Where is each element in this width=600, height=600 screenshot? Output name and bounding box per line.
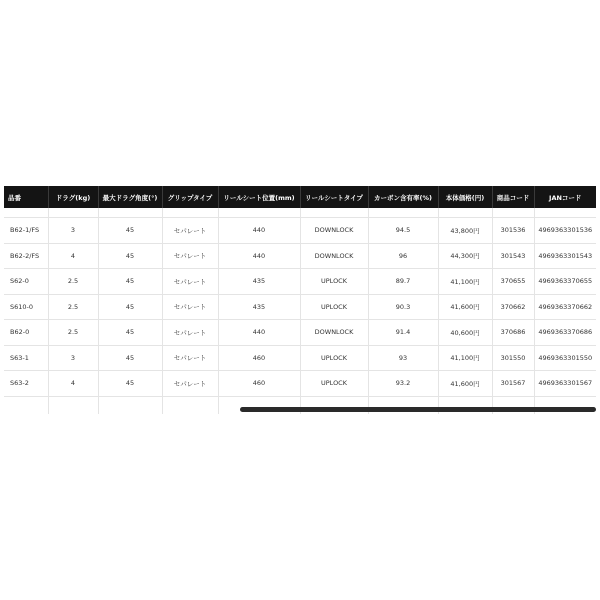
cell-reel-seat-position: 440 bbox=[218, 218, 300, 244]
cell-carbon-content: 94.5 bbox=[368, 218, 438, 244]
cell-carbon-content: 93 bbox=[368, 345, 438, 371]
table-header-row bbox=[4, 186, 596, 208]
cell-grip-type: セパレート bbox=[162, 371, 218, 397]
cell-carbon-content: 91.4 bbox=[368, 320, 438, 346]
cell-product-code: 370686 bbox=[492, 320, 534, 346]
cell-max-drag-angle: 45 bbox=[98, 294, 162, 320]
cell-product-code: 301550 bbox=[492, 345, 534, 371]
cell-reel-seat-type: DOWNLOCK bbox=[300, 218, 368, 244]
cell-model: S63-2 bbox=[4, 371, 48, 397]
cell-reel-seat-position: 435 bbox=[218, 294, 300, 320]
cell-jan-code: 4969363301536 bbox=[534, 218, 596, 244]
cell-reel-seat-position: 440 bbox=[218, 320, 300, 346]
cell-reel-seat-type: UPLOCK bbox=[300, 269, 368, 295]
cell-jan-code: 4969363370662 bbox=[534, 294, 596, 320]
cell-reel-seat-type: UPLOCK bbox=[300, 371, 368, 397]
cell-drag: 4 bbox=[48, 371, 98, 397]
cell-model: S62-0 bbox=[4, 269, 48, 295]
cell-jan-code: 4969363301550 bbox=[534, 345, 596, 371]
cell-drag: 3 bbox=[48, 345, 98, 371]
cell-model: B62-1/FS bbox=[4, 218, 48, 244]
cell-max-drag-angle: 45 bbox=[98, 269, 162, 295]
table-row bbox=[4, 371, 596, 397]
header-jan-code: JANコード bbox=[549, 193, 582, 202]
cell-drag: 4 bbox=[48, 243, 98, 269]
header-grip-type: グリップタイプ bbox=[162, 186, 218, 208]
cell-price: 43,800円 bbox=[438, 218, 492, 244]
cell-reel-seat-position: 440 bbox=[218, 243, 300, 269]
horizontal-scrollbar[interactable] bbox=[240, 407, 596, 412]
cell-price: 41,600円 bbox=[438, 294, 492, 320]
cell-product-code: 370655 bbox=[492, 269, 534, 295]
header-drag: ドラグ(kg) bbox=[48, 186, 98, 208]
cell-reel-seat-type: UPLOCK bbox=[300, 345, 368, 371]
table-row bbox=[4, 218, 596, 244]
cell-reel-seat-position: 460 bbox=[218, 371, 300, 397]
cell-max-drag-angle: 45 bbox=[98, 345, 162, 371]
cell-jan-code: 4969363301567 bbox=[534, 371, 596, 397]
cell-grip-type: セパレート bbox=[162, 294, 218, 320]
cell-jan-code: 4969363370686 bbox=[534, 320, 596, 346]
cell-model: B62-2/FS bbox=[4, 243, 48, 269]
spec-table bbox=[4, 186, 596, 414]
table-row bbox=[4, 345, 596, 371]
cell-drag: 2.5 bbox=[48, 294, 98, 320]
cell-max-drag-angle: 45 bbox=[98, 371, 162, 397]
cell-price: 40,600円 bbox=[438, 320, 492, 346]
cell-drag: 3 bbox=[48, 218, 98, 244]
header-max-drag-angle: 最大ドラグ角度(°) bbox=[98, 186, 162, 208]
cell-grip-type: セパレート bbox=[162, 218, 218, 244]
table-row-partial bbox=[4, 208, 596, 218]
cell-grip-type: セパレート bbox=[162, 243, 218, 269]
spec-table-viewport bbox=[4, 186, 596, 414]
cell-drag: 2.5 bbox=[48, 269, 98, 295]
cell-product-code: 301543 bbox=[492, 243, 534, 269]
cell-product-code: 370662 bbox=[492, 294, 534, 320]
cell-carbon-content: 93.2 bbox=[368, 371, 438, 397]
cell-reel-seat-position: 460 bbox=[218, 345, 300, 371]
header-price: 本体価格(円) bbox=[438, 186, 492, 208]
cell-jan-code: 4969363301543 bbox=[534, 243, 596, 269]
cell-max-drag-angle: 45 bbox=[98, 218, 162, 244]
cell-price: 41,600円 bbox=[438, 371, 492, 397]
cell-carbon-content: 90.3 bbox=[368, 294, 438, 320]
cell-model: S610-0 bbox=[4, 294, 48, 320]
cell-max-drag-angle: 45 bbox=[98, 243, 162, 269]
table-row bbox=[4, 269, 596, 295]
cell-model: S63-1 bbox=[4, 345, 48, 371]
header-reel-seat-position: リールシート位置(mm) bbox=[218, 186, 300, 208]
cell-jan-code: 4969363370655 bbox=[534, 269, 596, 295]
cell-drag: 2.5 bbox=[48, 320, 98, 346]
cell-carbon-content: 96 bbox=[368, 243, 438, 269]
cell-price: 41,100円 bbox=[438, 269, 492, 295]
header-reel-seat-type: リールシートタイプ bbox=[300, 186, 368, 208]
cell-product-code: 301536 bbox=[492, 218, 534, 244]
cell-grip-type: セパレート bbox=[162, 345, 218, 371]
table-row bbox=[4, 294, 596, 320]
header-model: 品番 bbox=[4, 186, 48, 208]
cell-reel-seat-type: UPLOCK bbox=[300, 294, 368, 320]
header-carbon-content: カーボン含有率(%) bbox=[368, 186, 438, 208]
table-row bbox=[4, 320, 596, 346]
cell-product-code: 301567 bbox=[492, 371, 534, 397]
header-product-code: 商品コード bbox=[492, 186, 534, 208]
cell-price: 44,300円 bbox=[438, 243, 492, 269]
cell-reel-seat-type: DOWNLOCK bbox=[300, 243, 368, 269]
cell-grip-type: セパレート bbox=[162, 269, 218, 295]
cell-model: B62-0 bbox=[4, 320, 48, 346]
cell-reel-seat-type: DOWNLOCK bbox=[300, 320, 368, 346]
cell-reel-seat-position: 435 bbox=[218, 269, 300, 295]
cell-price: 41,100円 bbox=[438, 345, 492, 371]
cell-max-drag-angle: 45 bbox=[98, 320, 162, 346]
cell-grip-type: セパレート bbox=[162, 320, 218, 346]
cell-carbon-content: 89.7 bbox=[368, 269, 438, 295]
table-row bbox=[4, 243, 596, 269]
